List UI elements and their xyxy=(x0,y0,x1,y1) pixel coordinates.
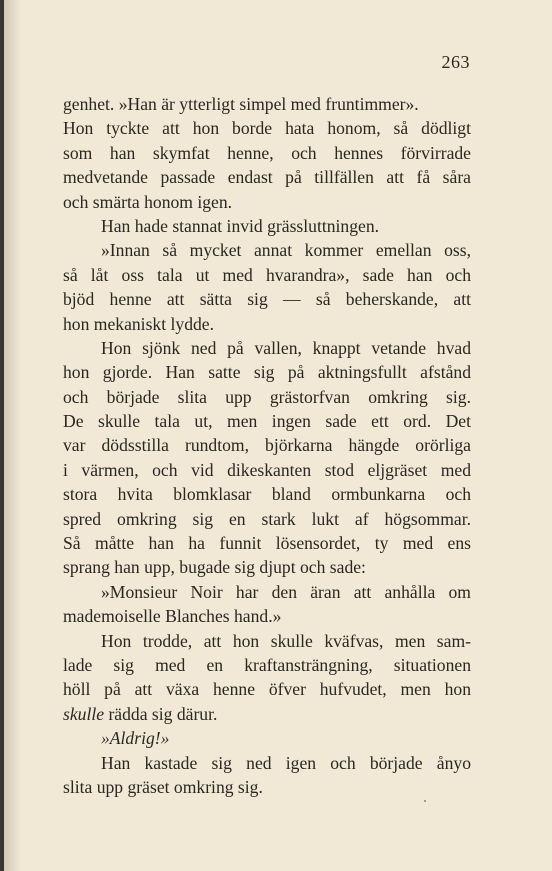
text-line: hon mekaniskt lydde. xyxy=(63,313,214,334)
text-line: Han kastade sig ned igen och började ånyo xyxy=(101,752,471,773)
text-span: rädda sig därur. xyxy=(104,703,218,724)
text-line: slita upp gräset omkring sig. xyxy=(63,776,263,797)
text-line xyxy=(63,702,471,726)
text-line: mademoiselle Blanches hand.» xyxy=(63,606,282,627)
text-line: De skulle tala ut, men ingen sade ett ord. Det xyxy=(63,411,471,432)
body-text xyxy=(63,92,471,799)
text-line: lade sig med en kraftansträngning, situationen xyxy=(63,654,471,675)
text-line: Han hade stannat invid grässluttningen. xyxy=(101,215,380,236)
text-line: sprang han upp, bugade sig djupt och sade: xyxy=(63,557,366,578)
paper-speck xyxy=(424,800,426,802)
page-number: 263 xyxy=(441,52,470,72)
binding-shadow xyxy=(4,0,22,871)
text-line: Hon trodde, att hon skulle kväfvas, men sam- xyxy=(101,630,471,651)
text-line: och smärta honom igen. xyxy=(63,191,233,212)
text-line: och började slita upp grästorfvan omkring sig. xyxy=(63,386,471,407)
text-line: genhet. »Han är ytterligt simpel med fruntimmer». xyxy=(63,94,419,114)
text-line: i värmen, och vid dikeskanten stod eljgräset med xyxy=(63,459,471,480)
text-line: »Monsieur Noir har den äran att anhålla om xyxy=(101,581,471,602)
text-line: som han skymfat henne, och hennes förvirrade xyxy=(63,142,471,163)
italic-text: skulle xyxy=(63,703,105,724)
text-line: Så måtte han ha funnit lösensordet, ty med ens xyxy=(63,533,471,554)
text-line: hon gjorde. Han satte sig på aktningsfullt afstånd xyxy=(63,362,471,383)
text-line: »Innan så mycket annat kommer emellan oss, xyxy=(101,240,471,261)
text-line: spred omkring sig en stark lukt af högsommar. xyxy=(63,508,471,529)
text-line: stora hvita blomklasar bland ormbunkarna och xyxy=(63,484,471,505)
text-line: höll på att växa henne öfver hufvudet, men hon xyxy=(63,679,471,700)
text-line: bjöd henne att sätta sig — så beherskande, att xyxy=(63,289,471,310)
text-line: Hon sjönk ned på vallen, knappt vetande hvad xyxy=(101,337,471,358)
text-line: medvetande passade endast på tillfällen att få såra xyxy=(63,167,471,188)
italic-text: »Aldrig!» xyxy=(101,728,170,749)
text-line: var dödsstilla rundtom, björkarna hängde orörliga xyxy=(63,435,471,456)
text-line xyxy=(63,726,471,750)
text-line: så låt oss tala ut med hvarandra», sade han och xyxy=(63,264,471,285)
text-line: Hon tyckte att hon borde hata honom, så dödligt xyxy=(63,118,471,139)
